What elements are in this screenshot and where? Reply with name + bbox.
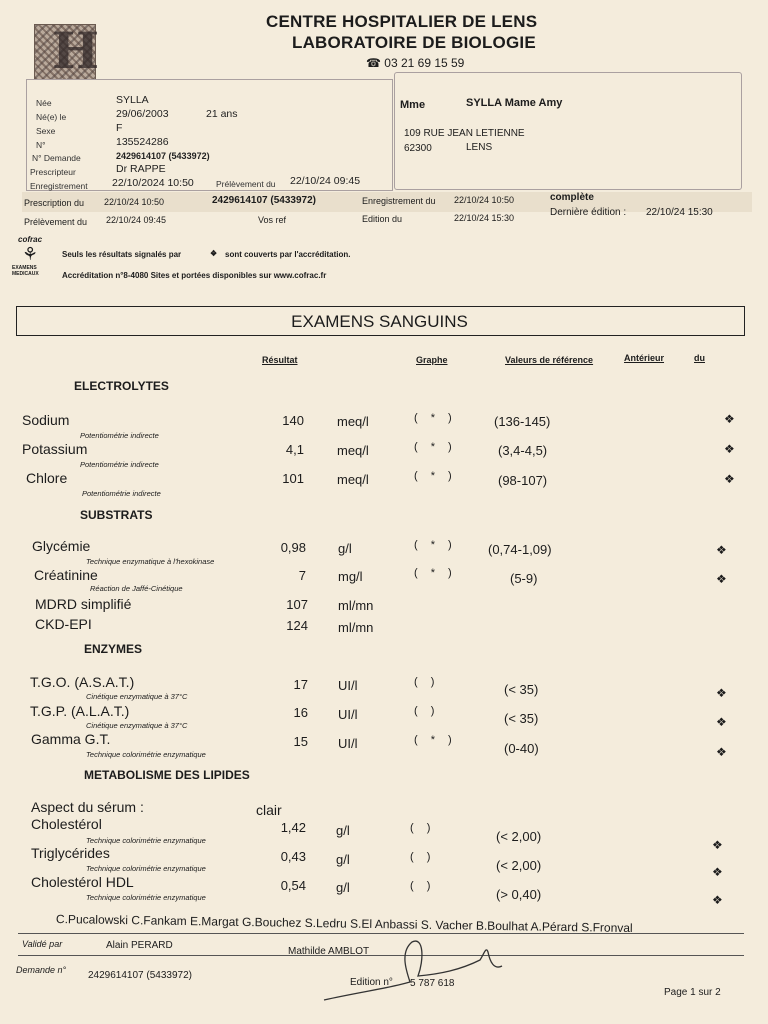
- test-unit: ml/mn: [338, 620, 374, 635]
- accreditation-mark-icon: ❖: [210, 249, 218, 258]
- test-method: Potentiométrie indirecte: [82, 489, 161, 498]
- status-badge: complète: [550, 192, 594, 203]
- meta-prel-label: Prélèvement du: [24, 217, 88, 227]
- prelevement-value: 22/10/24 09:45: [290, 175, 361, 187]
- test-reference-range: (0-40): [504, 741, 539, 756]
- meta-enreg-label: Enregistrement du: [362, 196, 436, 206]
- test-name: Glycémie: [32, 538, 91, 554]
- test-value: 140: [282, 413, 304, 428]
- edition-value: 22/10/24 15:30: [454, 213, 515, 223]
- accreditation-mark-icon: ❖: [712, 893, 723, 907]
- test-graph: ( ): [414, 676, 440, 688]
- col-result: Résultat: [262, 355, 298, 365]
- exam-title: EXAMENS SANGUINS: [291, 312, 468, 331]
- test-value: 4,1: [285, 442, 304, 457]
- test-value: 124: [286, 618, 308, 633]
- demande-value: 2429614107 (5433972): [116, 151, 210, 161]
- patient-number-value: 135524286: [116, 136, 169, 148]
- valide-name-1: Alain PERARD: [106, 940, 173, 951]
- section-substrats: SUBSTRATS: [80, 508, 153, 522]
- test-method: Technique colorimétrie enzymatique: [86, 864, 206, 873]
- age-value: 21 ans: [206, 108, 238, 120]
- test-graph: ( * ): [414, 734, 457, 746]
- test-name: T.G.P. (A.L.A.T.): [30, 703, 130, 719]
- test-name: T.G.O. (A.S.A.T.): [30, 674, 135, 690]
- test-method: Technique enzymatique à l'hexokinase: [86, 557, 215, 566]
- test-value: 1,42: [280, 820, 306, 835]
- col-ref: Valeurs de référence: [505, 355, 594, 365]
- test-unit: g/l: [336, 880, 350, 895]
- accreditation-mark-icon: ❖: [716, 745, 727, 759]
- test-name: Sodium: [22, 412, 70, 428]
- test-reference-range: (< 2,00): [496, 829, 542, 844]
- address-postcode: 62300: [404, 143, 432, 154]
- test-value: 0,54: [280, 878, 306, 893]
- address-city: LENS: [466, 142, 493, 153]
- dob-value: 29/06/2003: [116, 108, 169, 120]
- last-edition-value: 22/10/24 15:30: [646, 207, 713, 218]
- test-unit: g/l: [338, 541, 352, 556]
- accreditation-line2: Accréditation n°8-4080 Sites et portées disponibles sur www.cofrac.fr: [62, 271, 327, 280]
- prelevement-label: Prélèvement du: [216, 179, 276, 189]
- test-unit: g/l: [336, 852, 350, 867]
- test-name: Chlore: [26, 470, 68, 486]
- test-unit: meq/l: [337, 443, 369, 458]
- test-reference-range: (5-9): [510, 571, 538, 586]
- civility: Mme: [400, 99, 426, 111]
- col-du: du: [694, 353, 705, 363]
- meta-demande-value: 2429614107 (5433972): [212, 195, 316, 206]
- accreditation-mark-icon: ❖: [724, 472, 735, 486]
- address-street: 109 RUE JEAN LETIENNE: [404, 128, 525, 139]
- test-method: Cinétique enzymatique à 37°C: [86, 721, 188, 730]
- test-graph: ( ): [410, 880, 436, 892]
- test-graph: ( * ): [414, 567, 457, 579]
- col-graph: Graphe: [416, 355, 448, 365]
- test-value: 7: [298, 568, 306, 583]
- cofrac-logo-text: cofrac: [18, 235, 43, 244]
- accreditation-text-a: Seuls les résultats signalés par: [62, 250, 182, 259]
- footer-edition-label: Edition n°: [350, 977, 393, 988]
- test-method: Technique colorimétrie enzymatique: [86, 893, 206, 902]
- test-method: Potentiométrie indirecte: [80, 460, 159, 469]
- test-name: Cholestérol HDL: [31, 874, 134, 890]
- test-unit: UI/l: [338, 736, 358, 751]
- test-value: 107: [286, 597, 308, 612]
- dob-label: Né(e) le: [36, 112, 67, 122]
- enregistrement-value: 22/10/2024 10:50: [112, 177, 194, 189]
- hospital-name: CENTRE HOSPITALIER DE LENS: [266, 12, 538, 31]
- test-reference-range: (> 0,40): [496, 887, 542, 902]
- staff-list: C.Pucalowski C.Fankam E.Margat G.Bouchez S.Ledru S.El Anbassi S. Vacher B.Boulhat A.Pérard S.Fronval: [55, 912, 633, 936]
- sex-value: F: [116, 122, 123, 134]
- meta-enreg-value: 22/10/24 10:50: [454, 195, 515, 205]
- test-unit: g/l: [336, 823, 350, 838]
- test-name: MDRD simplifié: [35, 596, 132, 612]
- nee-label: Née: [36, 98, 52, 108]
- test-unit: meq/l: [337, 472, 369, 487]
- test-name: Potassium: [22, 441, 88, 457]
- valide-label: Validé par: [22, 939, 63, 949]
- prescription-value: 22/10/24 10:50: [104, 197, 165, 207]
- accreditation-mark-icon: ❖: [724, 412, 735, 426]
- accreditation-mark-icon: ❖: [712, 838, 723, 852]
- test-graph: ( * ): [414, 470, 457, 482]
- accreditation-text-b: sont couverts par l'accréditation.: [225, 250, 351, 259]
- accreditation-mark-icon: ❖: [716, 572, 727, 586]
- test-method: Technique colorimétrie enzymatique: [86, 836, 206, 845]
- test-unit: UI/l: [338, 678, 358, 693]
- test-value: 17: [293, 677, 308, 692]
- test-unit: UI/l: [338, 707, 358, 722]
- test-graph: ( ): [414, 705, 440, 717]
- test-reference-range: (0,74-1,09): [488, 542, 552, 557]
- meta-prel-value: 22/10/24 09:45: [106, 215, 167, 225]
- test-value: 0,98: [280, 540, 306, 555]
- test-reference-range: (3,4-4,5): [498, 443, 548, 458]
- test-graph: ( ): [410, 822, 436, 834]
- page-number: Page 1 sur 2: [664, 987, 721, 998]
- accreditation-mark-icon: ❖: [716, 543, 727, 557]
- footer-edition-value: 5 787 618: [410, 978, 455, 989]
- phone-number: ☎ 03 21 69 15 59: [366, 56, 465, 70]
- footer-demande-label: Demande n°: [16, 965, 67, 975]
- test-reference-range: (136-145): [494, 414, 551, 429]
- accreditation-mark-icon: ❖: [716, 715, 727, 729]
- test-value: 101: [282, 471, 304, 486]
- cofrac-logo-icon: ⚘: [22, 244, 39, 264]
- nee-value: SYLLA: [116, 94, 149, 106]
- test-graph: ( * ): [414, 412, 457, 424]
- test-name: Gamma G.T.: [31, 731, 111, 747]
- test-unit: mg/l: [338, 569, 363, 584]
- test-method: Technique colorimétrie enzymatique: [86, 750, 206, 759]
- test-name: Triglycérides: [31, 845, 110, 861]
- cofrac-logo-subtitle: EXAMENS MEDICAUX: [12, 265, 39, 277]
- col-prev: Antérieur: [624, 353, 665, 363]
- accreditation-mark-icon: ❖: [716, 686, 727, 700]
- test-graph: ( * ): [414, 539, 457, 551]
- accreditation-mark-icon: ❖: [724, 442, 735, 456]
- test-unit: ml/mn: [338, 598, 374, 613]
- patient-number-label: N°: [36, 140, 46, 150]
- test-method: Cinétique enzymatique à 37°C: [86, 692, 188, 701]
- prescription-label: Prescription du: [24, 198, 85, 208]
- test-unit: meq/l: [337, 414, 369, 429]
- enregistrement-label: Enregistrement: [30, 181, 88, 191]
- prescripteur-label: Prescripteur: [30, 167, 76, 177]
- lab-name: LABORATOIRE DE BIOLOGIE: [292, 33, 536, 52]
- test-name: CKD-EPI: [35, 616, 92, 632]
- test-method: Réaction de Jaffé-Cinétique: [90, 584, 183, 593]
- test-name: Cholestérol: [31, 816, 102, 832]
- footer-demande-value: 2429614107 (5433972): [88, 970, 192, 981]
- test-value: 0,43: [280, 849, 306, 864]
- signature: [320, 930, 520, 1010]
- test-graph: ( * ): [414, 441, 457, 453]
- test-name: Créatinine: [34, 567, 98, 583]
- test-graph: ( ): [410, 851, 436, 863]
- section-electrolytes: ELECTROLYTES: [74, 379, 169, 393]
- test-reference-range: (< 35): [504, 682, 539, 697]
- test-reference-range: (< 2,00): [496, 858, 542, 873]
- aspect-label: Aspect du sérum :: [31, 799, 144, 815]
- valide-name-2: Mathilde AMBLOT: [288, 946, 370, 957]
- last-edition-label: Dernière édition :: [550, 207, 627, 218]
- edition-label: Edition du: [362, 214, 403, 224]
- test-reference-range: (98-107): [498, 473, 548, 488]
- aspect-value: clair: [256, 802, 282, 818]
- sex-label: Sexe: [36, 126, 56, 136]
- test-value: 16: [293, 705, 308, 720]
- vosref-label: Vos ref: [258, 215, 287, 225]
- demande-label: N° Demande: [32, 153, 81, 163]
- prescripteur-value: Dr RAPPE: [116, 163, 166, 175]
- hospital-logo-letter: H: [52, 21, 100, 80]
- test-method: Potentiométrie indirecte: [80, 431, 159, 440]
- test-reference-range: (< 35): [504, 711, 539, 726]
- section-enzymes: ENZYMES: [84, 642, 143, 656]
- accreditation-mark-icon: ❖: [712, 865, 723, 879]
- address-name: SYLLA Mame Amy: [466, 97, 563, 109]
- test-value: 15: [293, 734, 308, 749]
- section-lipides: METABOLISME DES LIPIDES: [84, 768, 250, 782]
